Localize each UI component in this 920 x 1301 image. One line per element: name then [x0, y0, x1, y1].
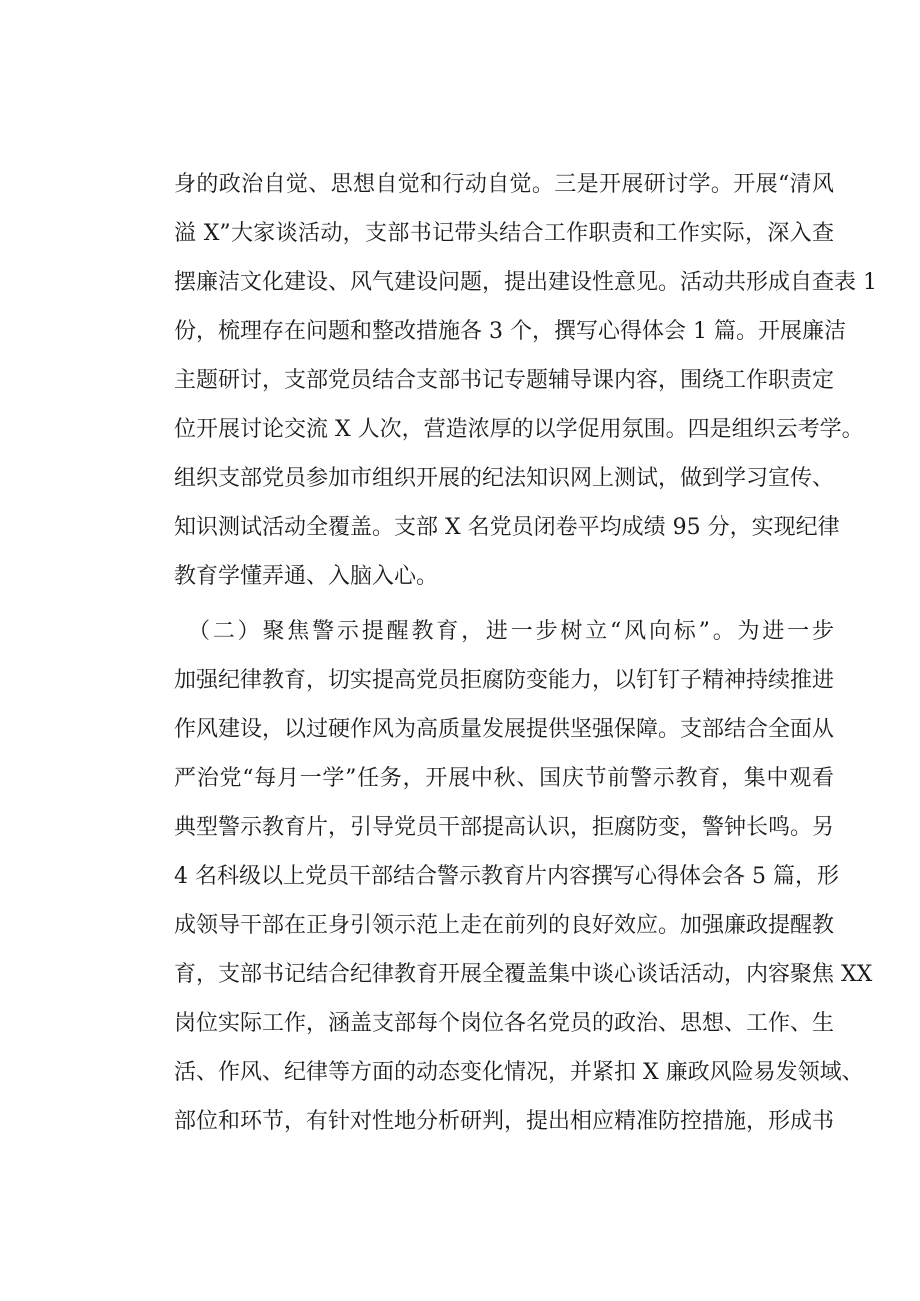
text-line: 4 名科级以上党员干部结合警示教育片内容撰写心得体会各 5 篇，形 — [174, 864, 839, 889]
text-line: 加强纪律教育，切实提高党员拒腐防变能力，以钉钉子精神持续推进 — [174, 668, 835, 693]
text-line: 份，梳理存在问题和整改措施各 3 个，撰写心得体会 1 篇。开展廉洁 — [174, 319, 846, 344]
text-line: 身的政治自觉、思想自觉和行动自觉。三是开展研讨学。开展“清风 — [174, 172, 834, 197]
text-line: 活、作风、纪律等方面的动态变化情况，并紧扣 X 廉政风险易发领域、 — [174, 1060, 864, 1085]
text-line: 主题研讨，支部党员结合支部书记专题辅导课内容，围绕工作职责定 — [174, 368, 835, 393]
paragraph-heading-line: （二）聚焦警示提醒教育，进一步树立“风向标”。为进一步 — [188, 619, 834, 644]
text-line: 教育学懂弄通、入脑入心。 — [174, 564, 439, 589]
text-line: 严治党“每月一学”任务，开展中秋、国庆节前警示教育，集中观看 — [174, 766, 834, 791]
text-line: 部位和环节，有针对性地分析研判，提出相应精准防控措施，形成书 — [174, 1109, 835, 1134]
text-line: 组织支部党员参加市组织开展的纪法知识网上测试，做到学习宣传、 — [174, 466, 835, 491]
text-line: 位开展讨论交流 X 人次，营造浓厚的以学促用氛围。四是组织云考学。 — [174, 417, 864, 442]
text-line: 溢 X”大家谈活动，支部书记带头结合工作职责和工作实际，深入查 — [174, 221, 834, 246]
text-line: 成领导干部在正身引领示范上走在前列的良好效应。加强廉政提醒教 — [174, 913, 835, 938]
paragraph-2 — [174, 607, 873, 1146]
text-line: 育，支部书记结合纪律教育开展全覆盖集中谈心谈话活动，内容聚焦 XX — [174, 962, 873, 987]
text-line: 作风建设，以过硬作风为高质量发展提供坚强保障。支部结合全面从 — [174, 717, 835, 742]
text-line: 摆廉洁文化建设、风气建设问题，提出建设性意见。活动共形成自查表 1 — [174, 270, 877, 295]
paragraph-1 — [174, 160, 877, 601]
text-line: 典型警示教育片，引导党员干部提高认识，拒腐防变，警钟长鸣。另 — [174, 815, 835, 840]
text-line: 知识测试活动全覆盖。支部 X 名党员闭卷平均成绩 95 分，实现纪律 — [174, 515, 840, 540]
text-line: 岗位实际工作，涵盖支部每个岗位各名党员的政治、思想、工作、生 — [174, 1011, 835, 1036]
